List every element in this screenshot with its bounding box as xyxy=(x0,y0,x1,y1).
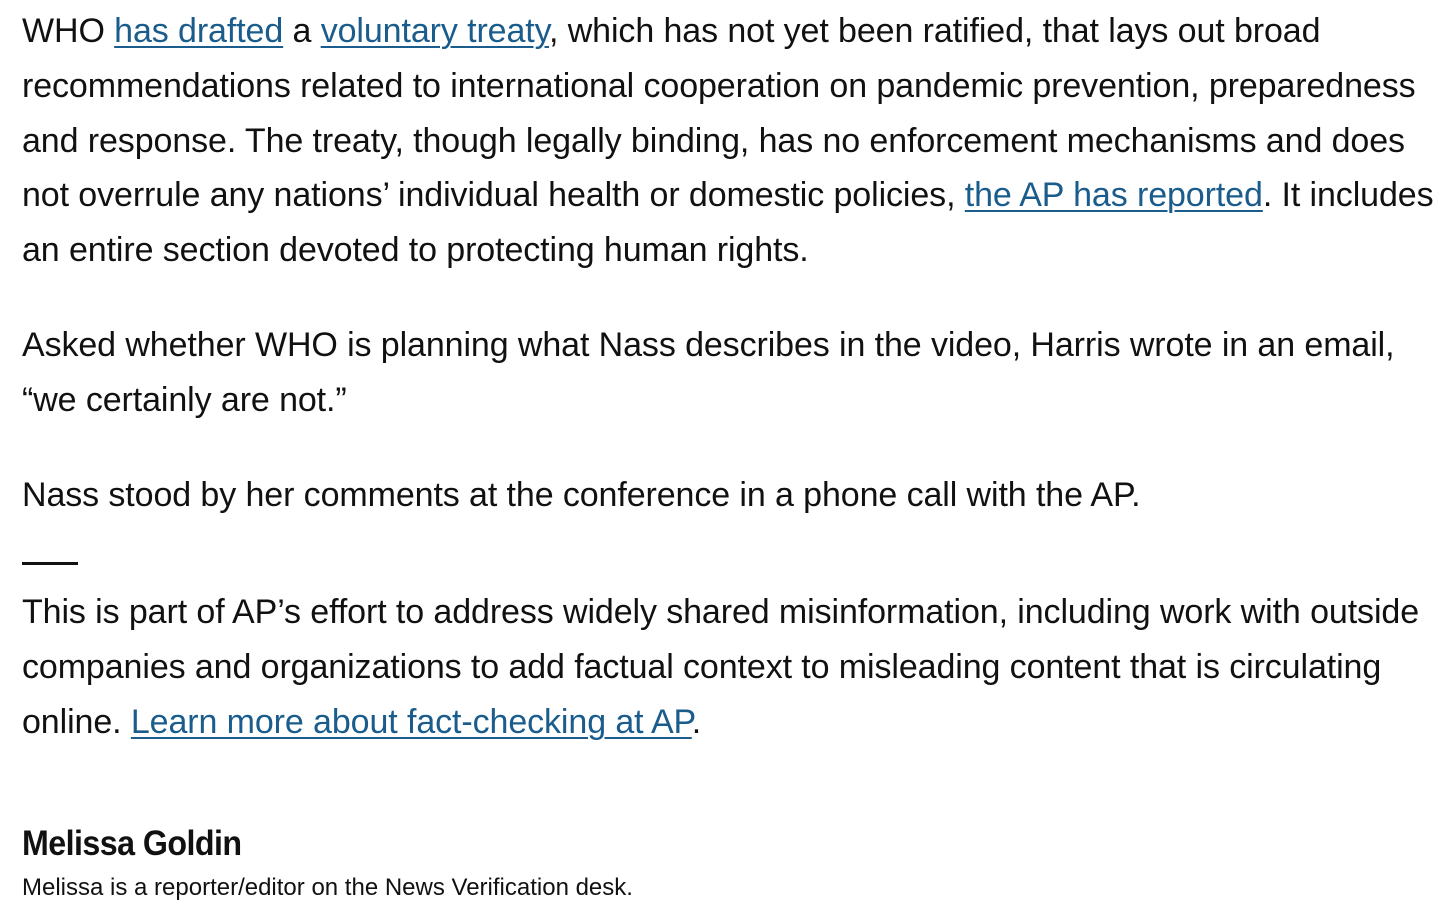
ap-has-reported-link[interactable]: the AP has reported xyxy=(964,176,1263,215)
paragraph-text: . It includes an entire section devoted to protecting human rights. xyxy=(22,176,1434,270)
learn-more-fact-checking-link[interactable]: Learn more about fact-checking at AP xyxy=(130,702,692,741)
paragraph-text: , which has not yet been ratified, that lays out broad recommendations related to international cooperation on pandemic prevention, preparedness and response. The treaty, though legally binding, has no enforcement mechanisms and does not overrule any nations’ individual health or domestic policies, xyxy=(22,12,1416,215)
paragraph-treaty xyxy=(22,4,1442,278)
author-byline xyxy=(22,822,1442,904)
article-body xyxy=(22,4,1442,750)
paragraph-text: This is part of AP’s effort to address widely shared misinformation, including work with outside companies and organizations to add factual context to misleading content that is circulating online. xyxy=(22,593,1420,741)
paragraph-nass-phone-call: Nass stood by her comments at the conference in a phone call with the AP. xyxy=(22,475,1141,514)
paragraph-text: WHO xyxy=(22,12,115,50)
has-drafted-link[interactable]: has drafted xyxy=(114,12,284,50)
section-divider xyxy=(22,562,78,565)
paragraph-text: a xyxy=(283,12,321,50)
paragraph-fact-check-note xyxy=(22,585,1442,749)
paragraph-harris-quote: Asked whether WHO is planning what Nass describes in the video, Harris wrote in an email, “we certainly are not.” xyxy=(22,325,1395,419)
paragraph-text: . xyxy=(691,702,702,741)
voluntary-treaty-link[interactable]: voluntary treaty xyxy=(320,12,550,50)
author-name[interactable]: Melissa Goldin xyxy=(22,824,242,863)
author-bio: Melissa is a reporter/editor on the News Verification desk. xyxy=(22,874,633,901)
